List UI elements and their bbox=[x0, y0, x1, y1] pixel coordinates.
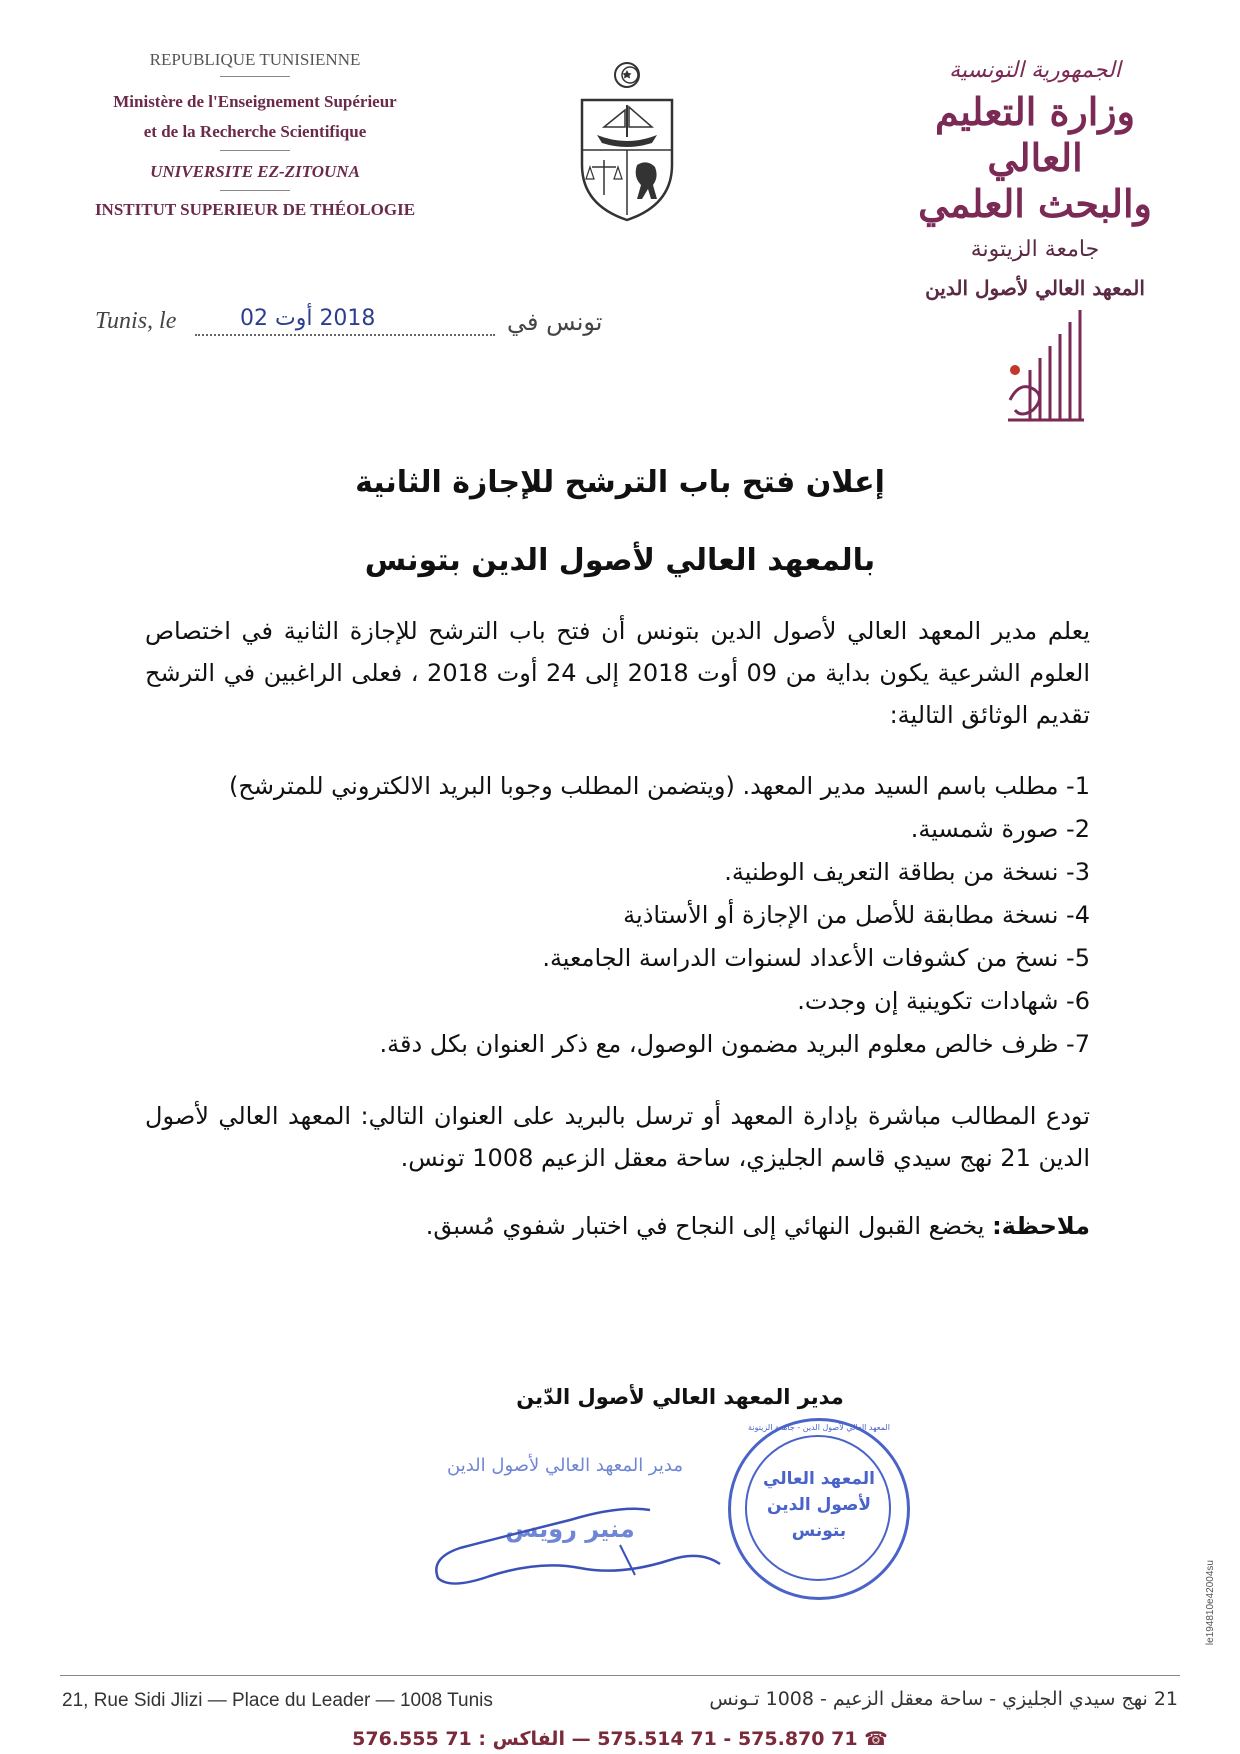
signature-title: مدير المعهد العالي لأصول الدّين bbox=[516, 1385, 844, 1409]
documents-list bbox=[228, 765, 1090, 1066]
date-ar-label: تونس في bbox=[507, 308, 603, 336]
official-seal bbox=[728, 1418, 910, 1600]
announcement-subtitle: بالمعهد العالي لأصول الدين بتونس bbox=[364, 543, 876, 578]
seal-center-line3: بتونس bbox=[791, 1521, 847, 1541]
signature-name: منير رويس bbox=[505, 1515, 635, 1543]
list-item: 4- نسخة مطابقة للأصل من الإجازة أو الأستاذية bbox=[623, 901, 1090, 929]
list-item: 5- نسخ من كشوفات الأعداد لسنوات الدراسة الجامعية. bbox=[542, 944, 1090, 972]
intro-paragraph: يعلم مدير المعهد العالي لأصول الدين بتونس أن فتح باب الترشح للإجازة الثانية في اختصاص العلوم الشرعية يكون بداية من 09 أوت 2018 إلى 24 أوت 2018 ، فعلى الراغبين في الترشح تقديم الوثائق التالية: bbox=[145, 617, 1091, 729]
list-item: 6- شهادات تكوينية إن وجدت. bbox=[797, 987, 1090, 1015]
institute-logo-icon bbox=[1000, 300, 1092, 430]
list-item: 2- صورة شمسية. bbox=[910, 815, 1090, 843]
list-item: 7- ظرف خالص معلوم البريد مضمون الوصول، مع ذكر العنوان بكل دقة. bbox=[379, 1030, 1090, 1058]
republic-fr: REPUBLIQUE TUNISIENNE bbox=[149, 50, 361, 69]
note bbox=[145, 1205, 1090, 1247]
university-fr: UNIVERSITE EZ-ZITOUNA bbox=[150, 162, 360, 181]
announcement-title: إعلان فتح باب الترشح للإجازة الثانية bbox=[355, 465, 885, 500]
seal-ring-text: المعهد العالي لأصول الدين - جامعة الزيتونة bbox=[748, 1423, 890, 1432]
ministry-ar-line2: والبحث العلمي bbox=[918, 181, 1152, 226]
date-dotted-line bbox=[195, 334, 495, 336]
note-text: يخضع القبول النهائي إلى النجاح في اختبار شفوي مُسبق. bbox=[425, 1212, 985, 1240]
date-row bbox=[95, 308, 615, 348]
footer-phones: ☎ 71 575.870 - 71 575.514 — الفاكس : 71 576.555 bbox=[352, 1728, 888, 1750]
footer-divider bbox=[60, 1675, 1180, 1676]
date-fr-label: Tunis, le bbox=[95, 308, 177, 334]
institute-ar: المعهد العالي لأصول الدين bbox=[925, 276, 1145, 300]
footer-ref: le194810e42004su bbox=[1205, 1560, 1216, 1646]
divider bbox=[220, 190, 290, 191]
signature-stamp-title: مدير المعهد العالي لأصول الدين bbox=[447, 1455, 683, 1476]
republic-ar: الجمهورية التونسية bbox=[949, 58, 1121, 83]
ministry-fr-line2: et de la Recherche Scientifique bbox=[143, 122, 367, 141]
list-item: 1- مطلب باسم السيد مدير المعهد. (ويتضمن المطلب وجوبا البريد الالكتروني للمترشح) bbox=[228, 772, 1090, 800]
list-item: 3- نسخة من بطاقة التعريف الوطنية. bbox=[724, 858, 1090, 886]
submission-paragraph: تودع المطالب مباشرة بإدارة المعهد أو ترسل بالبريد على العنوان التالي: المعهد العالي لأصول الدين 21 نهج سيدي قاسم الجليزي، ساحة معقل الزعيم 1008 تونس. bbox=[145, 1102, 1090, 1172]
divider bbox=[220, 150, 290, 151]
ministry-fr-line1: Ministère de l'Enseignement Supérieur bbox=[113, 92, 397, 111]
handwritten-signature bbox=[420, 1490, 750, 1600]
footer-address-ar: 21 نهج سيدي الجليزي - ساحة معقل الزعيم - 1008 تـونس bbox=[709, 1688, 1178, 1710]
coat-of-arms-icon bbox=[572, 55, 682, 225]
footer-address-fr: 21, Rue Sidi Jlizi — Place du Leader — 1008 Tunis bbox=[62, 1690, 493, 1711]
ministry-ar-line1: وزارة التعليم العالي bbox=[934, 89, 1136, 180]
seal-center-line2: لأصول الدين bbox=[766, 1495, 872, 1515]
header-ar bbox=[890, 50, 1180, 300]
university-ar: جامعة الزيتونة bbox=[970, 237, 1100, 262]
institute-fr: INSTITUT SUPERIEUR DE THÉOLOGIE bbox=[94, 200, 416, 219]
header-fr bbox=[60, 50, 450, 230]
divider bbox=[220, 76, 290, 77]
seal-center-line1: المعهد العالي bbox=[763, 1469, 875, 1489]
note-label: ملاحظة: bbox=[992, 1212, 1090, 1240]
date-value: 2018 أوت 02 bbox=[240, 306, 376, 331]
